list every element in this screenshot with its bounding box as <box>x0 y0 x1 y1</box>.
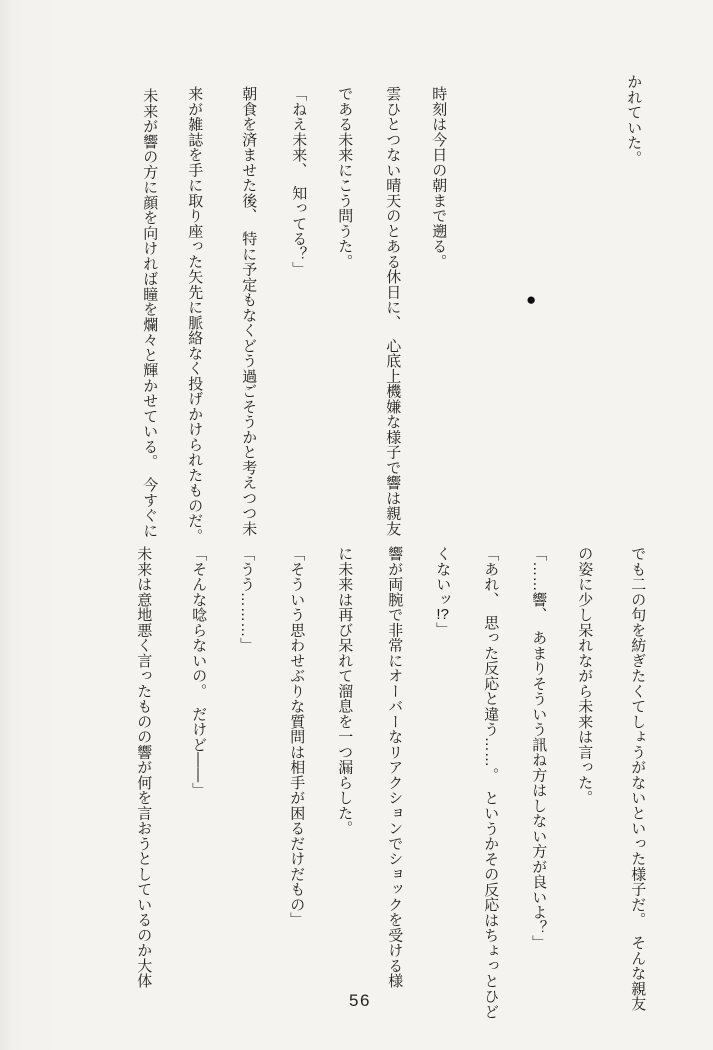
text-segment: 」 <box>434 622 452 638</box>
vertical-text-line: 時刻は今日の朝まで遡る。 <box>430 86 448 269</box>
tate-chu-yoko-exclamation: !? <box>436 607 449 622</box>
vertical-text-line: である未来にこう問うた。 <box>336 86 354 269</box>
page-number: 56 <box>349 991 371 1010</box>
vertical-text-line: に未来は再び呆れて溜息を一つ漏らした。 <box>336 546 354 836</box>
vertical-text-line: の姿に少し呆れながら未来は言った。 <box>576 546 594 806</box>
vertical-text-line: 響が両腕で非常にオーバーなリアクションでショックを受ける様 <box>386 546 404 989</box>
vertical-text-line: でも二の句を紡ぎたくてしょうがないといった様子だ。 そんな親友 <box>629 546 647 1012</box>
vertical-text-line <box>434 546 450 637</box>
vertical-text-line: 未来は意地悪く言ったものの響が何を言おうとしているのか大体 <box>135 546 153 989</box>
vertical-text-line: 「ねえ未来、 知ってる？」 <box>290 86 308 277</box>
vertical-text-line: 「あれ、 思った反応と違う……。 というかその反応はちょっとひど <box>482 546 500 1019</box>
vertical-text-line: 来が雑誌を手に取り座った矢先に脈絡なく投げかけられたものだ。 <box>186 86 204 544</box>
vertical-text-line: 「そういう思わせぶりな質問は相手が困るだけだもの」 <box>288 546 306 928</box>
vertical-text-line: 未来が響の方に顔を向ければ瞳を爛々と輝かせている。 今すぐに <box>141 88 159 538</box>
vertical-text-line: かれていた。 <box>625 74 643 166</box>
vertical-text-line: 「そんな唸らないの。 だけど――」 <box>190 546 208 798</box>
vertical-text-line: 朝食を済ませた後、 特に予定もなくどう過ごそうかと考えつつ未 <box>240 86 258 536</box>
vertical-text-line: 「……響、 あまりそういう訊ね方はしない方が良いよ？」 <box>530 546 548 951</box>
vertical-text-line: 雲ひとつない晴天のとある休日に、 心底上機嫌な様子で響は親友 <box>384 86 402 536</box>
section-break-dot: ● <box>526 290 537 309</box>
vertical-text-line: 「うう………」 <box>238 546 256 653</box>
text-segment: くないッ <box>434 546 452 607</box>
